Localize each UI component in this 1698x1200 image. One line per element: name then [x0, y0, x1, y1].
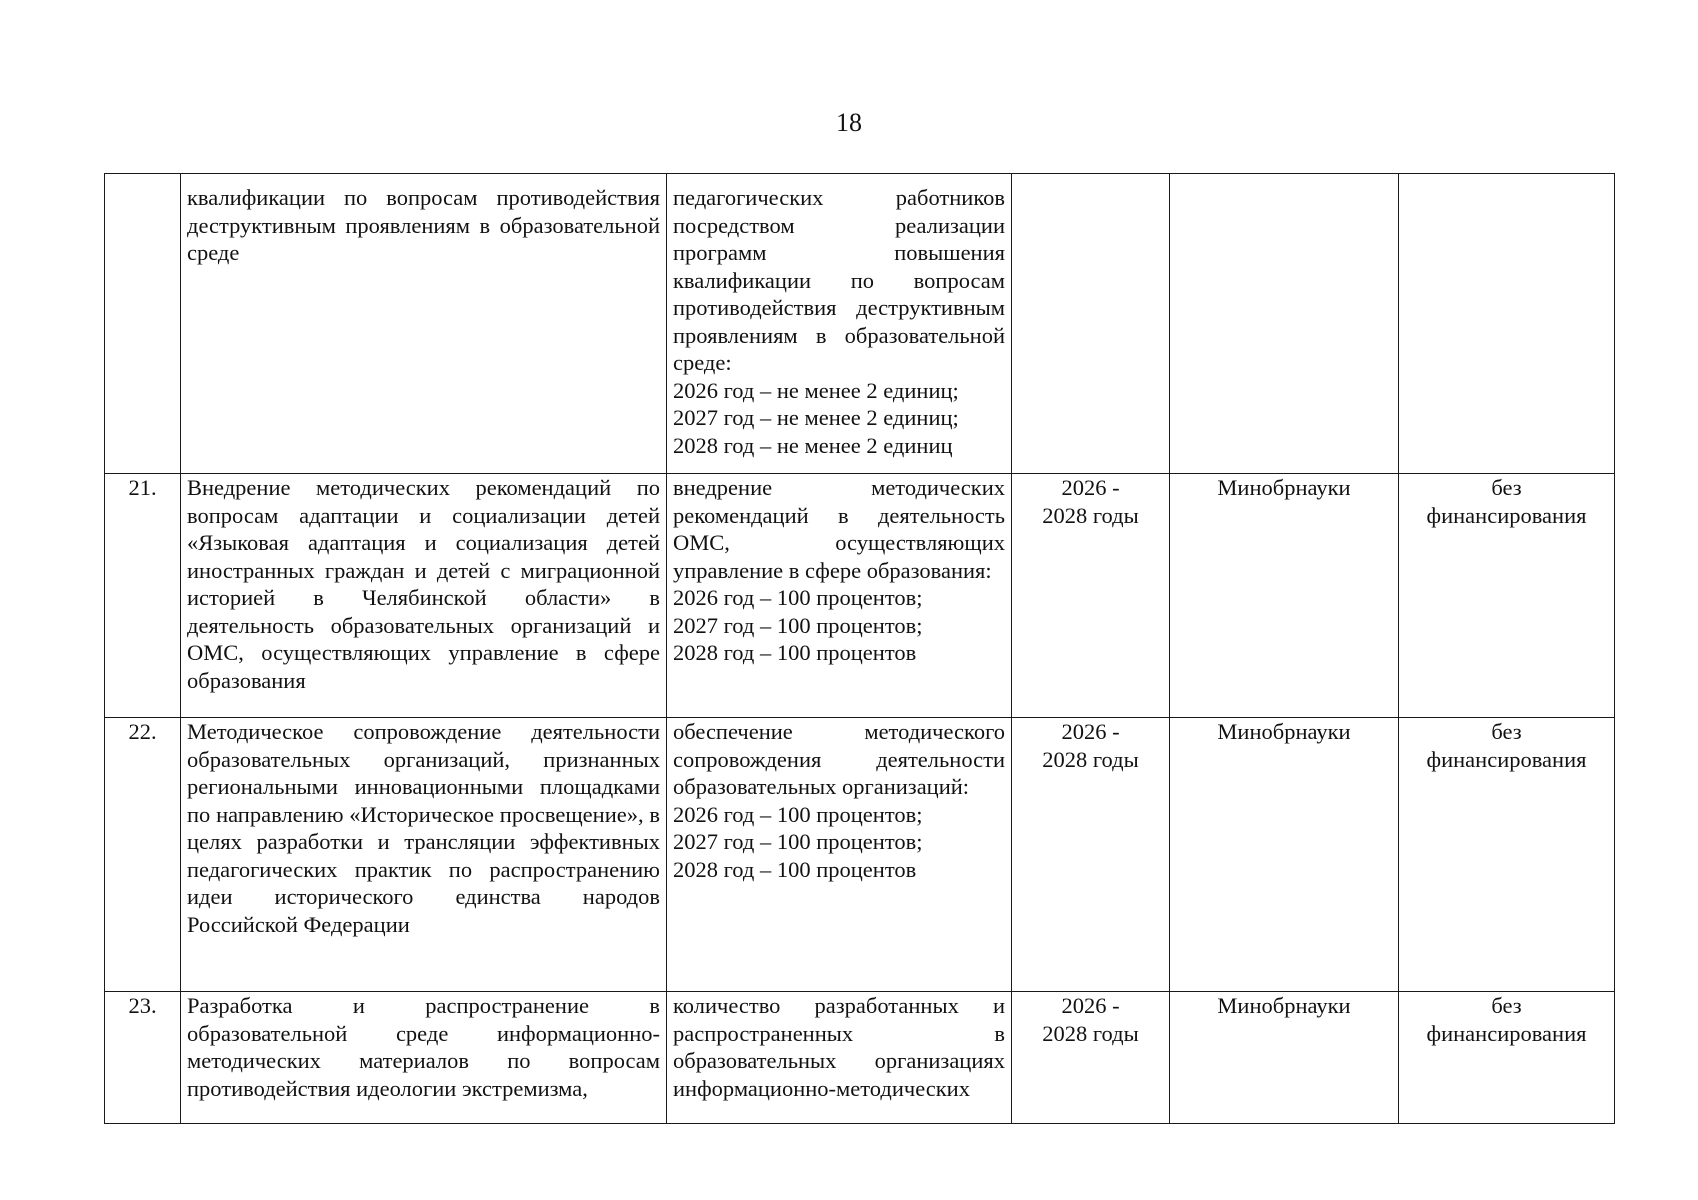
period-cell	[1012, 718, 1170, 992]
financing-line-1: без	[1491, 719, 1522, 744]
result-line: 2026 год – 100 процентов;	[673, 801, 923, 827]
period-end: 2028 годы	[1042, 502, 1139, 528]
result-line: 2028 год – не менее 2 единиц	[673, 432, 953, 458]
table-row	[105, 474, 1615, 718]
period-start: 2026 -	[1061, 993, 1120, 1018]
result-cell	[667, 718, 1012, 992]
table-row	[105, 718, 1615, 992]
executor-cell: Минобрнауки	[1170, 474, 1399, 718]
event-cell	[181, 474, 667, 718]
result-line: 2026 год – не менее 2 единиц;	[673, 377, 959, 403]
result-line: 2027 год – 100 процентов;	[673, 612, 923, 638]
result-line: 2028 год – 100 процентов	[673, 856, 917, 882]
result-text: внедрение методических рекомендаций в деятельность ОМС, осуществляющих управление в сфере образования:	[673, 475, 1005, 583]
page-number: 18	[836, 108, 862, 137]
financing-cell	[1399, 174, 1615, 474]
financing-line-2: финансирования	[1426, 502, 1587, 528]
event-cell	[181, 992, 667, 1124]
financing-cell	[1399, 718, 1615, 992]
financing-line-2: финансирования	[1426, 746, 1587, 772]
table-row	[105, 174, 1615, 474]
measures-table	[104, 173, 1615, 1124]
period-start: 2026 -	[1061, 475, 1120, 500]
result-text: педагогических работников посредством реализации программ повышения квалификации по вопросам противодействия деструктивным проявлениям в образовательной среде:	[673, 185, 1005, 375]
event-cell	[181, 174, 667, 474]
result-line: 2028 год – 100 процентов	[673, 640, 917, 665]
row-number-cell: 21.	[105, 474, 181, 718]
result-cell	[667, 174, 1012, 474]
result-cell	[667, 992, 1012, 1124]
period-start: 2026 -	[1061, 719, 1120, 744]
executor-cell	[1170, 174, 1399, 474]
result-line: 2027 год – 100 процентов;	[673, 829, 923, 854]
result-line: 2027 год – не менее 2 единиц;	[673, 405, 959, 430]
result-cell	[667, 474, 1012, 718]
period-cell	[1012, 174, 1170, 474]
financing-cell	[1399, 992, 1615, 1124]
event-cell	[181, 718, 667, 992]
period-cell	[1012, 474, 1170, 718]
executor-cell: Минобрнауки	[1170, 718, 1399, 992]
period-end: 2028 годы	[1042, 746, 1139, 772]
row-number-cell: 22.	[105, 718, 181, 992]
financing-line-1: без	[1491, 993, 1522, 1018]
row-number-cell	[105, 174, 181, 474]
table-row	[105, 992, 1615, 1124]
event-text: квалификации по вопросам противодействия деструктивным проявлениям в образовательной среде	[187, 185, 660, 265]
result-line: 2026 год – 100 процентов;	[673, 585, 923, 610]
result-text: количество разработанных и распространенных в образовательных организациях информационно-методических	[673, 993, 1005, 1101]
event-text: Разработка и распространение в образовательной среде информационно-методических материалов по вопросам противодействия идеологии экстремизма,	[187, 993, 660, 1101]
period-end: 2028 годы	[1042, 1020, 1139, 1046]
financing-line-1: без	[1491, 475, 1522, 500]
executor-cell: Минобрнауки	[1170, 992, 1399, 1124]
row-number-cell: 23.	[105, 992, 181, 1124]
event-text: Методическое сопровождение деятельности образовательных организаций, признанных региональными инновационными площадками по направлению «Историческое просвещение», в целях разработки и трансляции эффективных педагогических практик по распространению идеи исторического единства народов Российской Федерации	[187, 719, 660, 937]
result-text: обеспечение методического сопровождения деятельности образовательных организаций:	[673, 719, 1005, 799]
event-text: Внедрение методических рекомендаций по вопросам адаптации и социализации детей «Языковая адаптация и социализация детей иностранных граждан и детей с миграционной историей в Челябинской области» в деятельность образовательных организаций и ОМС, осуществляющих управление в сфере образования	[187, 475, 660, 693]
period-cell	[1012, 992, 1170, 1124]
financing-cell	[1399, 474, 1615, 718]
financing-line-2: финансирования	[1426, 1020, 1587, 1046]
